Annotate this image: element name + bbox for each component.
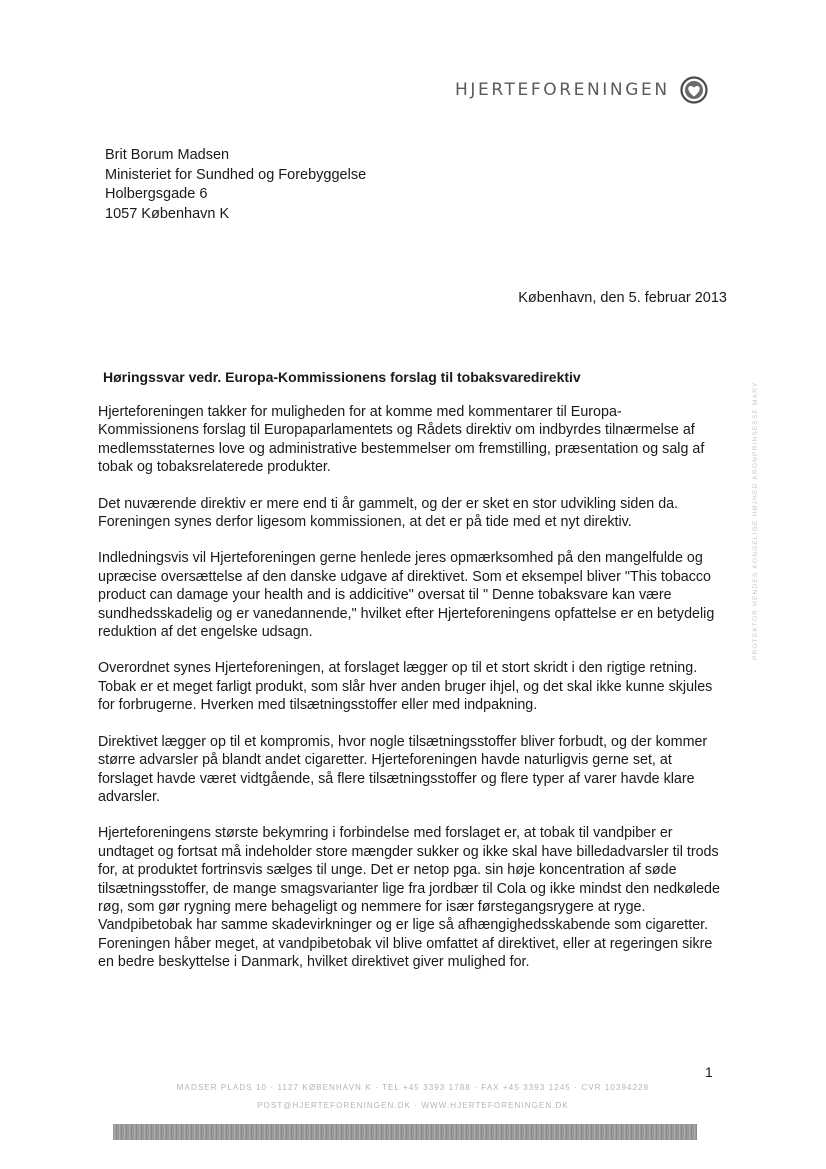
text-line: Hjerteforeningens største bekymring i forbindelse med forslaget er, at tobak til vandpiber er — [98, 825, 673, 842]
scan-edge-bar — [113, 1124, 697, 1140]
recipient-street: Holbergsgade 6 — [105, 186, 208, 202]
text-line: reduktion af det engelske udsagn. — [98, 624, 313, 641]
text-line: advarsler. — [98, 788, 160, 805]
recipient-organization: Ministeriet for Sundhed og Forebyggelse — [105, 166, 367, 183]
text-line: Det nuværende direktiv er mere end ti år gammelt, og der er sket en stor udvikling siden da. — [98, 495, 679, 512]
text-line: Indledningsvis vil Hjerteforeningen gerne henlede jeres opmærksomhed på den mangelfulde og — [98, 550, 703, 567]
text-line: Direktivet lægger op til et kompromis, hvor nogle tilsætningsstoffer bliver forbudt, og der kommer — [98, 733, 708, 750]
paragraph — [98, 659, 728, 714]
text-line: Tobak er et meget farligt produkt, som slår hver anden bruger ihjel, og det skal ikke kunne skjules — [98, 678, 713, 695]
text-line: røg, som gør rygning mere behageligt og nemmere for især førstegangsrygere at ryge. — [98, 898, 646, 915]
letterhead-logo — [455, 76, 708, 104]
text-line: Vandpibetobak har samme skadevirkninger og er lige så afhængighedsskabende som cigaretter. — [98, 917, 709, 934]
paragraph — [98, 733, 728, 807]
text-line: tilsætningsstoffer, de mange smagsvarianter lige fra jordbær til Cola og ikke mindst den nedkølede — [98, 880, 720, 897]
subject-heading: Høringssvar vedr. Europa-Kommissionens forslag til tobaksvaredirektiv — [103, 369, 581, 385]
paragraph — [98, 824, 728, 971]
date-line: København, den 5. februar 2013 — [518, 290, 727, 306]
footer-address-line: MADSER PLADS 10 · 1127 KØBENHAVN K · TEL +45 3393 1788 · FAX +45 3393 1245 · CVR 10394228 — [176, 1083, 650, 1092]
recipient-address — [105, 146, 366, 224]
text-line: medlemsstaternes love og administrative bestemmelser om fremstilling, præsentation og salg af — [98, 440, 705, 457]
paragraph — [98, 495, 728, 532]
text-line: undtaget og fortsat må indeholder store mængder sukker og ikke skal have billedadvarsler til trods — [98, 843, 719, 860]
page-number: 1 — [705, 1064, 713, 1080]
text-line: for, at produktet fortrinsvis sælges til unge. Det er netop pga. sin høje koncentration af søde — [98, 862, 677, 879]
heart-icon — [680, 76, 708, 104]
text-line: product can damage your health and is addicitive" oversat til " Denne tobaksvare kan være — [98, 587, 672, 604]
text-line: for forbrugerne. Hverken med tilsætningsstoffer eller med indpakning. — [98, 697, 538, 714]
recipient-name: Brit Borum Madsen — [105, 147, 230, 163]
side-protector-note: PROTEKTOR HENDES KONGELIGE HØJHED KRONPRINSESSE MARY — [752, 381, 759, 660]
paragraph — [98, 403, 728, 477]
text-line: Foreningen håber meget, at vandpibetobak vil blive omfattet af direktivet, eller at regeringen sikre — [98, 935, 713, 952]
footer-contact-line: POST@HJERTEFORENINGEN.DK · WWW.HJERTEFORENINGEN.DK — [257, 1101, 569, 1110]
text-line: sundhedsskadelig og er vanedannende," hvilket efter Hjerteforeningens opfattelse er en betydelig — [98, 605, 715, 622]
text-line: upræcise oversættelse af den danske udgave af direktivet. Som et eksempel bliver "This tobacco — [98, 568, 711, 585]
text-line: Hjerteforeningen takker for muligheden for at komme med kommentarer til Europa- — [98, 404, 622, 420]
text-line: Kommissionens forslag til Europaparlamentets og Rådets direktiv om indbyrdes tilnærmelse af — [98, 422, 695, 439]
text-line: forslaget havde været vidtgående, så flere tilsætningsstoffer og flere typer af varer havde klare — [98, 770, 695, 787]
recipient-city: 1057 København K — [105, 205, 230, 222]
letter-body — [98, 403, 728, 990]
text-line: Foreningen synes derfor ligesom kommissionen, at det er på tide med et nyt direktiv. — [98, 514, 632, 531]
text-line: en bedre beskyttelse i Danmark, hvilket direktivet giver mulighed for. — [98, 954, 530, 971]
org-name: HJERTEFORENINGEN — [455, 80, 670, 100]
paragraph — [98, 549, 728, 641]
text-line: Overordnet synes Hjerteforeningen, at forslaget lægger op til et stort skridt i den rigtige retning. — [98, 660, 698, 677]
text-line: større advarsler på blandt andet cigaretter. Hjerteforeningen havde naturligvis gerne set, at — [98, 752, 672, 769]
text-line: tobak og tobaksrelaterede produkter. — [98, 459, 331, 476]
